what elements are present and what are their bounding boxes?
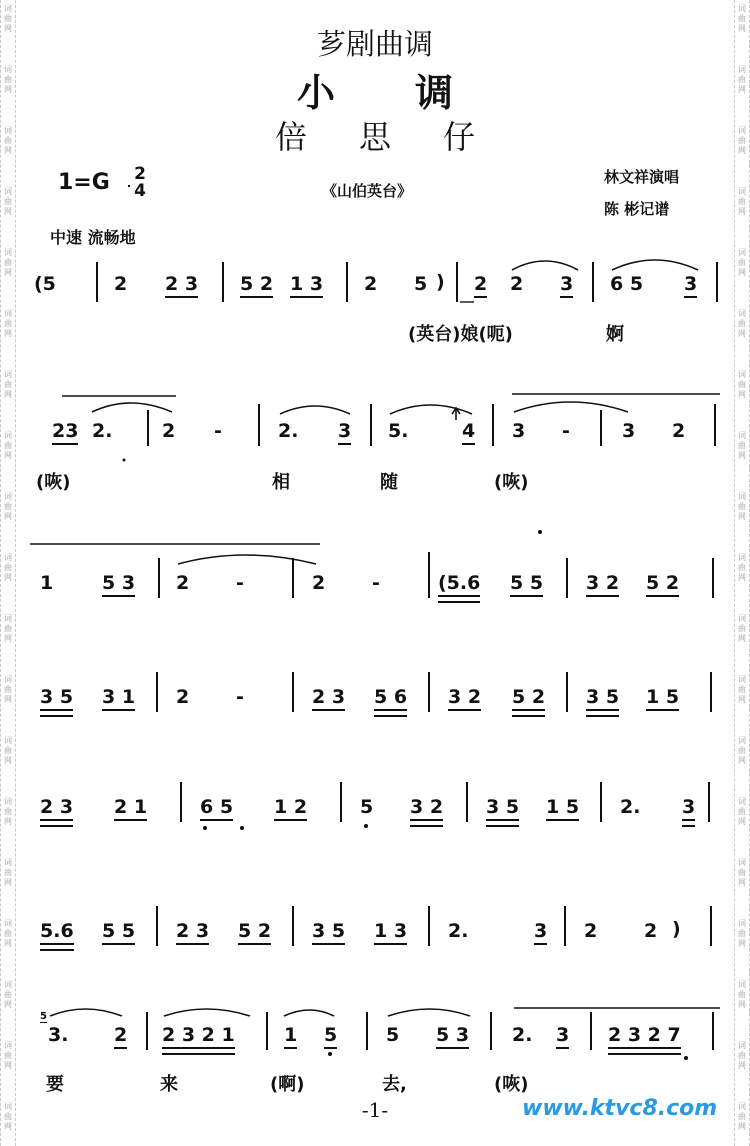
note-group: 1 3 (374, 920, 407, 945)
lyric: (咴) (494, 472, 529, 493)
meter-bottom: 4 (134, 181, 146, 201)
note: - (372, 572, 380, 594)
song-subtitle: 倍思仔 (274, 118, 527, 156)
song-title: 小调 (296, 71, 533, 115)
note: 2 (474, 273, 487, 298)
note: 2 (176, 686, 190, 708)
note: 2 (114, 273, 128, 295)
note: 5 (386, 1024, 400, 1046)
watermark-text: 词 曲 网 (4, 553, 12, 582)
note-group: 3 1 (102, 686, 135, 711)
note: 5 (324, 1024, 337, 1049)
watermark-text: 词 曲 网 (4, 492, 12, 521)
note: 2 (584, 920, 598, 942)
tempo-marking: 中速 流畅地 (50, 228, 136, 247)
lyric: 相 (272, 472, 290, 493)
watermark-text: 词 曲 网 (738, 4, 746, 33)
note: 1 (284, 1024, 297, 1049)
note: 3 (560, 273, 573, 298)
watermark-text: 词 曲 网 (738, 858, 746, 887)
watermark-text: 词 曲 网 (4, 309, 12, 338)
note-group: 5 3 (436, 1024, 469, 1049)
watermark-text: 词 曲 网 (738, 65, 746, 94)
note-group: 3 2 (410, 796, 443, 821)
note-group: 2 3 (312, 686, 345, 711)
note: 3 (512, 420, 526, 442)
watermark-text: 词 曲 网 (4, 370, 12, 399)
watermark-text: 词 曲 网 (738, 126, 746, 155)
note: 2. (92, 420, 113, 442)
note: 3 (338, 420, 351, 445)
note-group: 2 1 (114, 796, 147, 821)
note: 2 (312, 572, 326, 594)
watermark-text: 词 曲 网 (738, 431, 746, 460)
note: - (214, 420, 222, 442)
note-group: 3 5 (486, 796, 519, 821)
note-group: 6 5 (610, 273, 644, 295)
note-group: 1 5 (546, 796, 579, 821)
lyric: 婀 (606, 324, 624, 345)
lyric: 随 (380, 472, 398, 493)
note: 3 (534, 920, 547, 945)
watermark-text: 词 曲 网 (4, 1041, 12, 1070)
lyric: 去, (382, 1074, 407, 1095)
note: 2. (512, 1024, 533, 1046)
note-group: 1 3 (290, 273, 323, 298)
watermark-text: 词 曲 网 (738, 248, 746, 277)
watermark-text: 词 曲 网 (4, 736, 12, 765)
lyric: (咴) (494, 1074, 529, 1095)
note-group: 5 5 (102, 920, 135, 945)
watermark-text: 词 曲 网 (738, 1041, 746, 1070)
note-group: 5 5 (510, 572, 543, 597)
watermark-text: 词 曲 网 (4, 126, 12, 155)
note: 3 (684, 273, 697, 298)
lyric: 来 (160, 1074, 178, 1095)
lyric: 要 (46, 1074, 64, 1095)
note-group: 5 2 (240, 273, 273, 298)
note-group: 5 2 (646, 572, 679, 597)
note-group: 3 2 (448, 686, 481, 711)
note: 2 (672, 420, 686, 442)
watermark-text: 词 曲 网 (4, 858, 12, 887)
note-group: 2 3 2 1 (162, 1024, 235, 1049)
note: 2 (364, 273, 378, 295)
note-group: 6 5 (200, 796, 233, 821)
note: ) (436, 271, 445, 293)
note: 2. (620, 796, 641, 818)
watermark-text: 词 曲 网 (4, 4, 12, 33)
note: - (236, 572, 244, 594)
watermark-text: 词 曲 网 (738, 370, 746, 399)
watermark-text: 词 曲 网 (738, 1102, 746, 1131)
note-group: 3 5 (40, 686, 73, 711)
note-group: 5.6 (40, 920, 74, 945)
watermark-text: 词 曲 网 (4, 797, 12, 826)
note-group: 3 5 (586, 686, 619, 711)
note: 3 (622, 420, 636, 442)
note: 2 (644, 920, 658, 942)
watermark-text: 词 曲 网 (738, 553, 746, 582)
lyric: (英台)娘(呃) (408, 324, 513, 345)
watermark-text: 词 曲 网 (738, 492, 746, 521)
note-group: 3 2 (586, 572, 619, 597)
note-group: 1 2 (274, 796, 307, 821)
watermark-text: 词 曲 网 (738, 187, 746, 216)
meter-top: 2 (134, 164, 146, 184)
watermark-text: 词 曲 网 (738, 614, 746, 643)
note-group: 5 2 (238, 920, 271, 945)
note: 3 (556, 1024, 569, 1049)
watermark-text: 词 曲 网 (4, 65, 12, 94)
lyric: (啊) (270, 1074, 305, 1095)
watermark-text: 词 曲 网 (4, 431, 12, 460)
watermark-text: 词 曲 网 (738, 675, 746, 704)
note: 2 (510, 273, 524, 295)
watermark-text: 词 曲 网 (4, 980, 12, 1009)
transcriber-credit: 陈 彬记谱 (604, 200, 670, 218)
watermark-text: 词 曲 网 (4, 187, 12, 216)
note: 5 (360, 796, 374, 818)
grace-note: 5 (40, 1011, 47, 1022)
watermark-text: 词 曲 网 (738, 797, 746, 826)
note: - (562, 420, 570, 442)
note-group: 5 2 (512, 686, 545, 711)
watermark-text: 词 曲 网 (4, 675, 12, 704)
note: 3. (48, 1024, 69, 1046)
lyric: (咴) (36, 472, 71, 493)
note: - (236, 686, 244, 708)
source-play: 《山伯英台》 (322, 182, 413, 200)
note: ) (672, 918, 681, 940)
note-group: 5 3 (102, 572, 135, 597)
note-group: 3 5 (312, 920, 345, 945)
page-number: -1- (361, 1098, 389, 1122)
site-watermark: www.ktvc8.com (522, 1096, 718, 1121)
note: 2 (176, 572, 190, 594)
watermark-text: 词 曲 网 (738, 736, 746, 765)
note: (5 (34, 273, 56, 295)
key-signature: 1=G (58, 170, 110, 195)
performer-credit: 林文祥演唱 (604, 168, 680, 186)
watermark-text: 词 曲 网 (4, 1102, 12, 1131)
note-group: (5.6 (438, 572, 480, 597)
note-group: 2 3 (176, 920, 209, 945)
watermark-text: 词 曲 网 (4, 614, 12, 643)
note-group: 2 3 (165, 273, 198, 298)
watermark-text: 词 曲 网 (738, 919, 746, 948)
note-group: 23 (52, 420, 78, 445)
watermark-text: 词 曲 网 (738, 309, 746, 338)
note: 5. (388, 420, 409, 442)
note: 4 (462, 420, 475, 445)
watermark-text: 词 曲 网 (4, 919, 12, 948)
note: 2. (278, 420, 299, 442)
watermark-text: 词 曲 网 (4, 248, 12, 277)
note: 1 (40, 572, 54, 594)
note: 2. (448, 920, 469, 942)
watermark-text: 词 曲 网 (738, 980, 746, 1009)
opera-title: 芗剧曲调 (316, 27, 433, 61)
note: 5 (414, 273, 428, 295)
note-group: 2 3 (40, 796, 73, 821)
note-group: 2 3 2 7 (608, 1024, 681, 1049)
note-group: 1 5 (646, 686, 679, 711)
note: 2 (162, 420, 176, 442)
note: 2 (114, 1024, 127, 1049)
note: 3 (682, 796, 695, 821)
note-group: 5 6 (374, 686, 407, 711)
